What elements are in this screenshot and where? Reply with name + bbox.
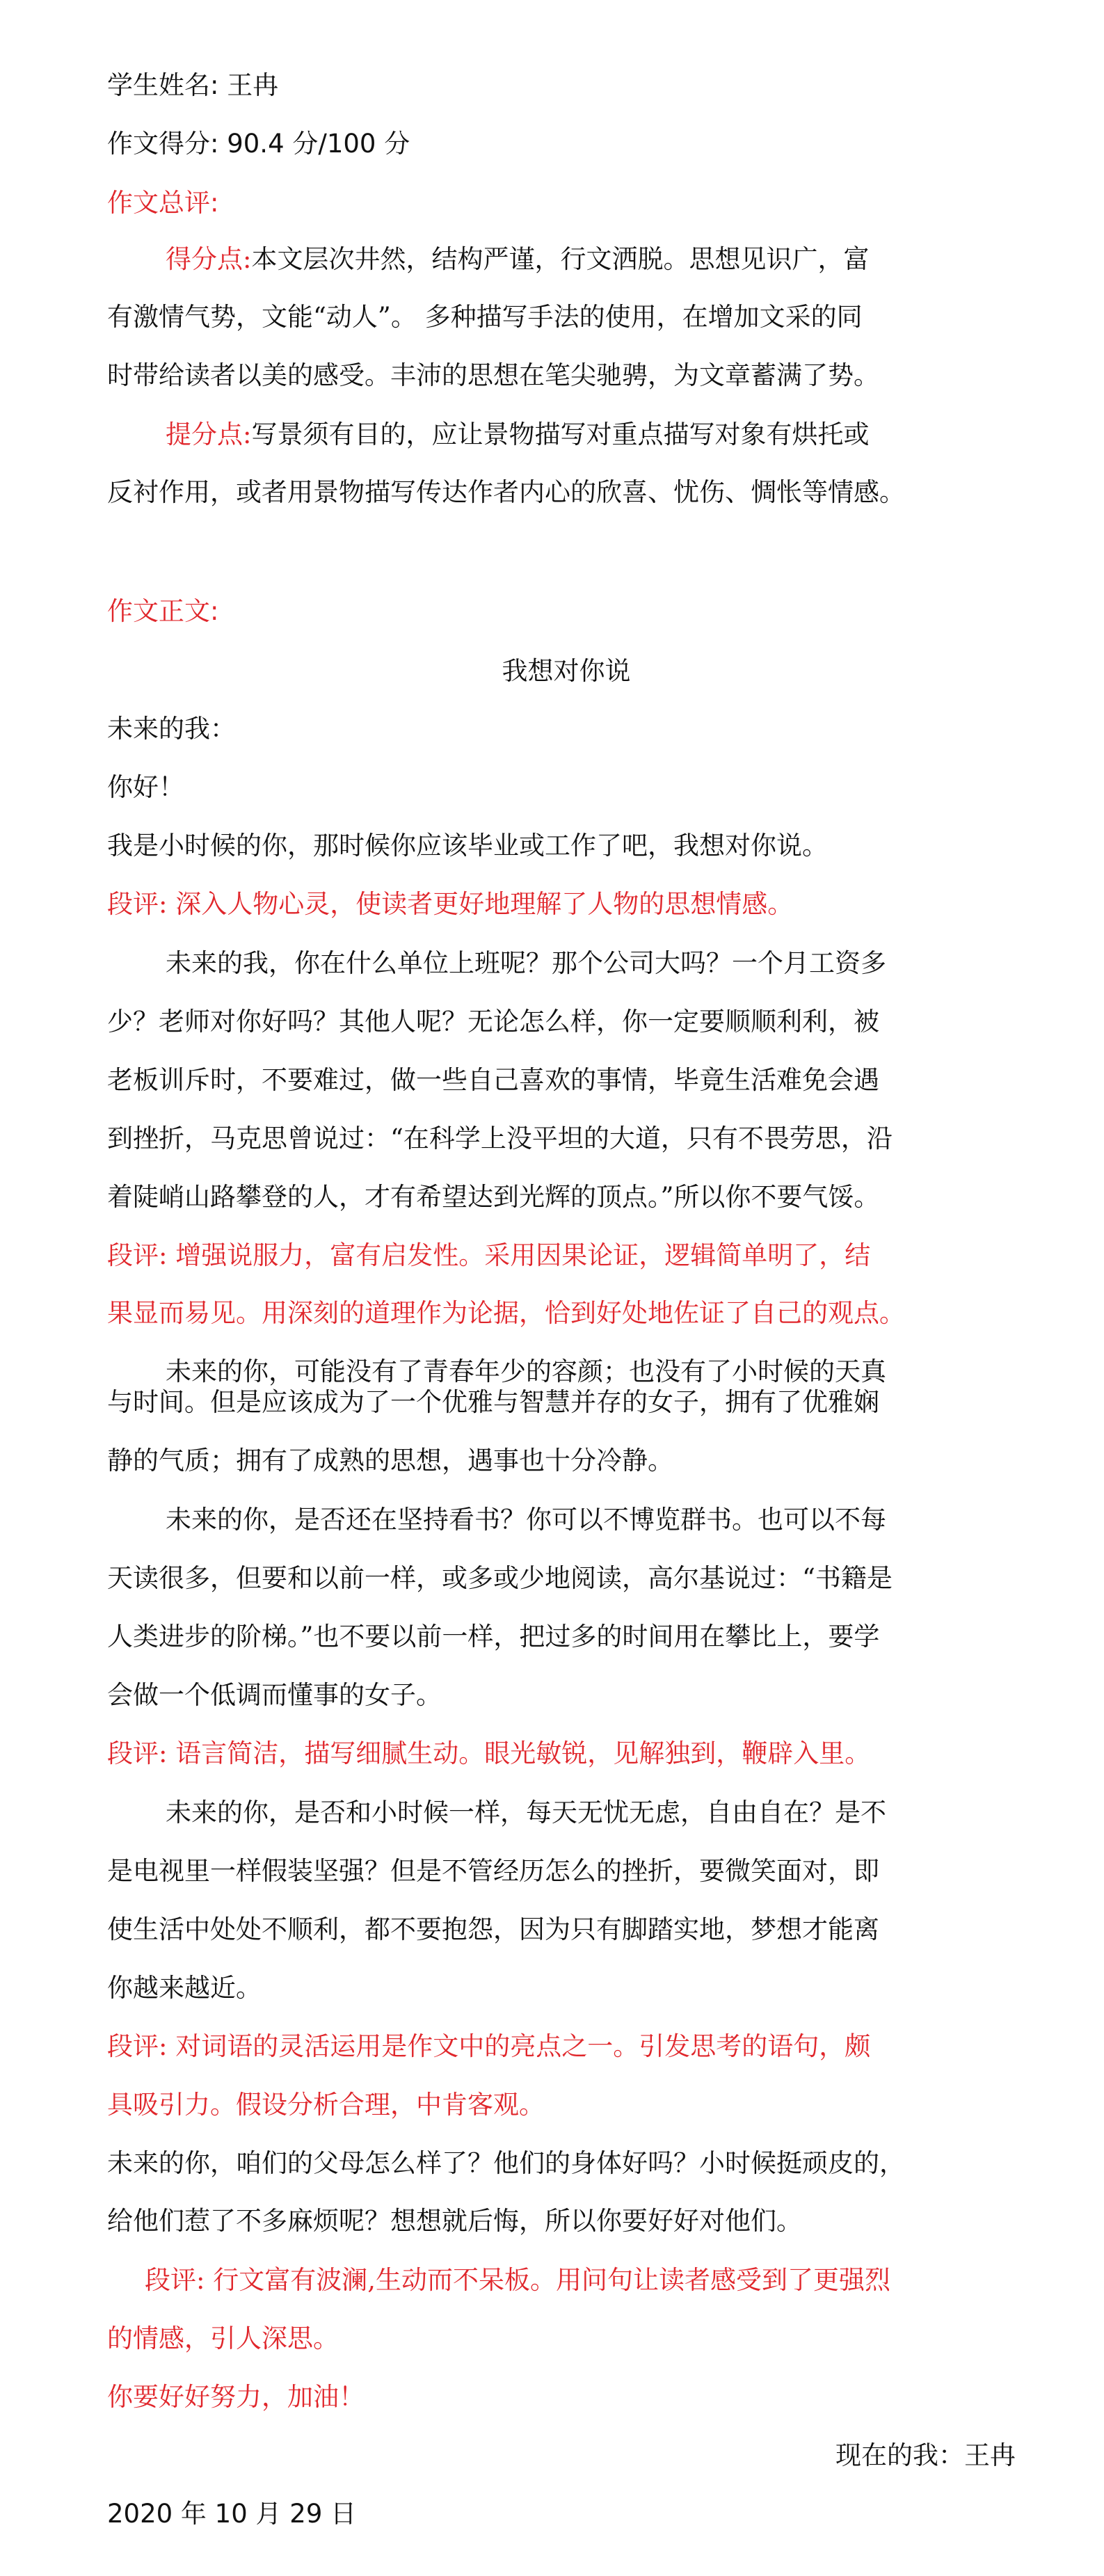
paragraph-4-line-2: 是电视里一样假装坚强？但是不管经历怎么的挫折，要微笑面对，即 [107, 1856, 879, 1886]
review-plus-line-2: 有激情气势，文能“动人”。 多种描写手法的使用，在增加文采的同 [107, 302, 863, 332]
minus-label: 提分点: [166, 419, 252, 449]
paragraph-3-line-2: 天读很多，但要和以前一样，或多或少地阅读，高尔基说过：“书籍是 [107, 1563, 893, 1593]
paragraph-2-line-2: 与时间。但是应该成为了一个优雅与智慧并存的女子，拥有了优雅娴 [107, 1387, 879, 1417]
paragraph-5-line-2: 给他们惹了不多麻烦呢？想想就后悔，所以你要好好对他们。 [107, 2206, 802, 2236]
paragraph-2-line-3: 静的气质；拥有了成熟的思想，遇事也十分冷静。 [107, 1446, 673, 1475]
paragraph-1-line-1: 未来的我，你在什么单位上班呢？那个公司大吗？一个月工资多 [166, 948, 886, 978]
essay-salutation: 未来的我： [107, 714, 236, 744]
paragraph-comment-1: 段评: 深入人物心灵，使读者更好地理解了人物的思想情感。 [107, 889, 794, 919]
paragraph-1-line-5: 着陡峭山路攀登的人，才有希望达到光辉的顶点。”所以你不要气馁。 [107, 1182, 880, 1212]
paragraph-comment-2-line-2: 果显而易见。用深刻的道理作为论据，恰到好处地佐证了自己的观点。 [107, 1298, 905, 1328]
essay-date: 2020 年 10 月 29 日 [107, 2499, 357, 2529]
paragraph-4-line-4: 你越来越近。 [107, 1973, 262, 2003]
paragraph-3-line-4: 会做一个低调而懂事的女子。 [107, 1680, 442, 1710]
review-minus-line-2: 反衬作用，或者用景物描写传达作者内心的欣喜、忧伤、惆怅等情感。 [107, 477, 905, 507]
paragraph-comment-4-line-2: 具吸引力。假设分析合理，中肯客观。 [107, 2090, 545, 2120]
paragraph-4-line-3: 使生活中处处不顺利，都不要抱怨，因为只有脚踏实地，梦想才能离 [107, 1914, 879, 1944]
paragraph-comment-3: 段评: 语言简洁，描写细腻生动。眼光敏锐，见解独到，鞭辟入里。 [107, 1738, 871, 1768]
review-minus-line-1: 提分点:写景须有目的，应让景物描写对重点描写对象有烘托或 [166, 419, 870, 449]
score-line: 作文得分: 90.4 分/100 分 [107, 129, 410, 159]
review-plus-line-3: 时带给读者以美的感受。丰沛的思想在笔尖驰骋，为文章蓄满了势。 [107, 360, 879, 390]
paragraph-1-line-3: 老板训斥时，不要难过，做一些自己喜欢的事情，毕竟生活难免会遇 [107, 1065, 879, 1095]
student-name-line: 学生姓名: 王冉 [107, 70, 279, 100]
paragraph-3-line-1: 未来的你，是否还在坚持看书？你可以不博览群书。也可以不每 [166, 1505, 886, 1535]
essay-signature: 现在的我：王冉 [835, 2440, 1016, 2470]
paragraph-4-line-1: 未来的你，是否和小时候一样，每天无忧无虑，自由自在？是不 [166, 1798, 886, 1827]
essay-greeting: 你好！ [107, 772, 184, 802]
paragraph-comment-2-line-1: 段评: 增强说服力，富有启发性。采用因果论证，逻辑简单明了，结 [107, 1240, 871, 1270]
essay-heading: 作文正文: [107, 596, 219, 626]
paragraph-1-line-2: 少？老师对你好吗？其他人呢？无论怎么样，你一定要顺顺利利，被 [107, 1007, 879, 1037]
essay-title: 我想对你说 [502, 656, 631, 686]
essay-intro: 我是小时候的你，那时候你应该毕业或工作了吧，我想对你说。 [107, 831, 828, 861]
paragraph-comment-5-line-1: 段评: 行文富有波澜,生动而不呆板。用问句让读者感受到了更强烈 [145, 2265, 890, 2295]
paragraph-comment-4-line-1: 段评: 对词语的灵活运用是作文中的亮点之一。引发思考的语句，颇 [107, 2031, 871, 2061]
plus-label: 得分点: [166, 244, 252, 274]
paragraph-2-line-1: 未来的你，可能没有了青春年少的容颜；也没有了小时候的天真 [166, 1357, 886, 1386]
review-heading: 作文总评: [107, 188, 219, 218]
review-plus-line-1: 得分点:本文层次井然，结构严谨，行文洒脱。思想见识广，富 [166, 244, 870, 274]
essay-closing: 你要好好努力，加油！ [107, 2382, 365, 2412]
paragraph-comment-5-line-2: 的情感，引人深思。 [107, 2323, 339, 2353]
paragraph-3-line-3: 人类进步的阶梯。”也不要以前一样，把过多的时间用在攀比上，要学 [107, 1622, 880, 1651]
paragraph-1-line-4: 到挫折，马克思曾说过：“在科学上没平坦的大道，只有不畏劳思，沿 [107, 1123, 893, 1153]
paragraph-5-line-1: 未来的你，咱们的父母怎么样了？他们的身体好吗？小时候挺顽皮的， [107, 2148, 905, 2178]
